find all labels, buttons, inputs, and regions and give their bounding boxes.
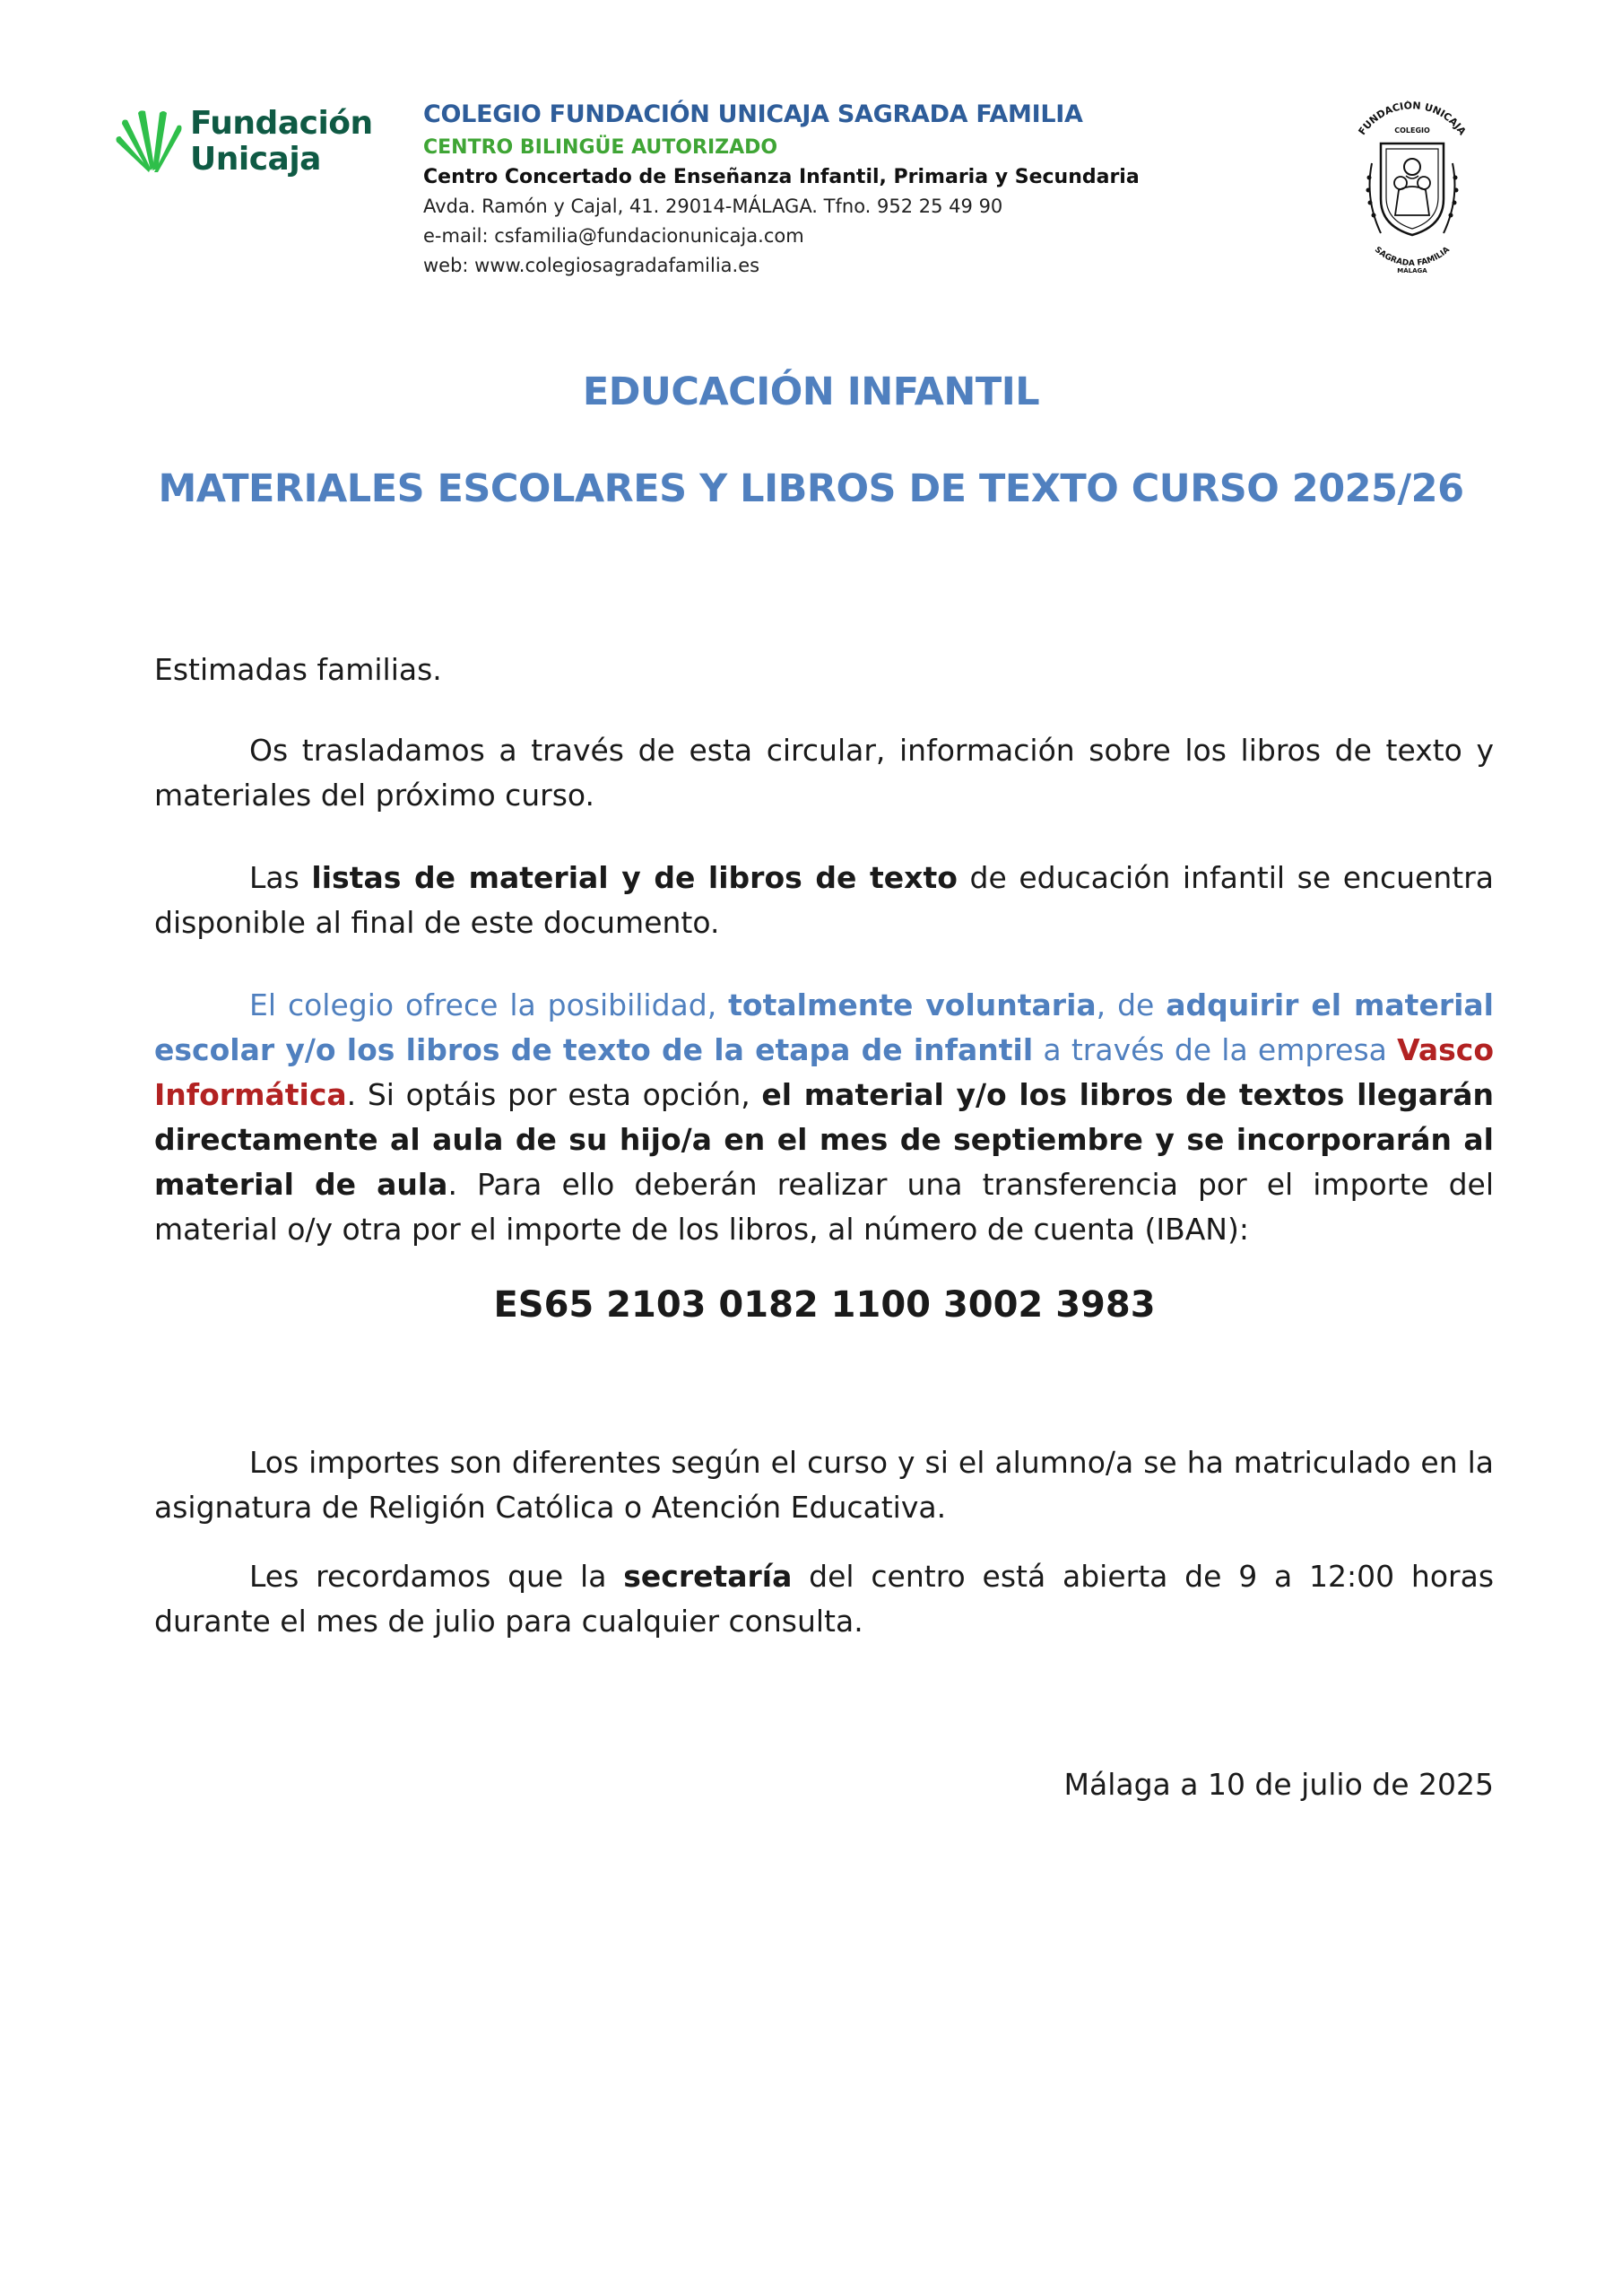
seal-city-text: MÁLAGA: [1397, 267, 1427, 274]
paragraph-lists: [154, 856, 1494, 945]
bilingual-label: CENTRO BILINGÜE AUTORIZADO: [423, 136, 778, 159]
p3-bold-delivery: el material y/o los libros de textos llegarán directamente al aula de su hijo/a en el mes de septiembre y se incorporarán al material de aula: [154, 1077, 1495, 1202]
p3-part-a: El colegio ofrece la posibilidad,: [249, 987, 729, 1022]
p3-part-i: . Para ello deberán realizar una transferencia por el importe del material o/y otra por el importe de los libros, al número de cuenta (IBAN):: [154, 1167, 1494, 1247]
p3-part-e: a través de la empresa: [1033, 1032, 1398, 1067]
paragraph-intro: [154, 728, 1494, 818]
p5-part-a: Les recordamos que la: [249, 1559, 624, 1594]
seal-emblem-icon: [1345, 100, 1479, 280]
logo-wordmark: [190, 106, 373, 178]
paragraph-purchase-text: [154, 983, 1494, 1252]
p3-bold-voluntary: totalmente voluntaria: [728, 987, 1097, 1022]
p2-bold-lists: listas de material y de libros de texto: [311, 860, 958, 895]
school-email: e-mail: csfamilia@fundacionunicaja.com: [423, 225, 804, 247]
school-name: COLEGIO FUNDACIÓN UNICAJA SAGRADA FAMILIA: [423, 100, 1083, 128]
centro-label: Centro Concertado de Enseñanza Infantil, Primaria y Secundaria: [423, 166, 1140, 188]
p3-part-c: , de: [1096, 987, 1167, 1022]
greeting: Estimadas familias.: [154, 652, 442, 687]
svg-text:SAGRADA FAMILIA: [1373, 246, 1452, 268]
paragraph-secretary: [154, 1554, 1494, 1644]
seal-bottom-text: SAGRADA FAMILIA: [1372, 245, 1453, 269]
signoff-date: Málaga a 10 de julio de 2025: [1063, 1767, 1494, 1802]
p5-bold-secretaria: secretaría: [623, 1559, 793, 1594]
school-web: web: www.colegiosagradafamilia.es: [423, 255, 760, 276]
logo-line-2: Unicaja: [190, 141, 321, 178]
iban-number: ES65 2103 0182 1100 3002 3983: [493, 1284, 1156, 1326]
seal-top-text: FUNDACIÓN UNICAJA: [1356, 100, 1469, 138]
fundacion-unicaja-logo: [113, 106, 373, 187]
paragraph-amounts-text: Los importes son diferentes según el curso y si el alumno/a se ha matriculado en la asignatura de Religión Católica o Atención Educativa.: [154, 1445, 1494, 1525]
school-address: Avda. Ramón y Cajal, 41. 29014-MÁLAGA. Tfno. 952 25 49 90: [423, 196, 1003, 217]
paragraph-purchase: [154, 983, 1494, 1252]
paragraph-intro-text: Os trasladamos a través de esta circular, información sobre los libros de texto y materiales del próximo curso.: [154, 733, 1494, 813]
page-title: EDUCACIÓN INFANTIL: [582, 370, 1040, 414]
p3-part-g: . Si optáis por esta opción,: [346, 1077, 762, 1112]
paragraph-amounts: [154, 1440, 1494, 1530]
paragraph-secretary-text: [154, 1554, 1494, 1644]
logo-line-1: Fundación: [190, 105, 373, 142]
paragraph-lists-text: [154, 856, 1494, 945]
fan-logo-icon: [113, 109, 185, 174]
seal-colegio-text: COLEGIO: [1394, 126, 1430, 135]
p3-vasco-informatica: Vasco Informática: [154, 1032, 1494, 1112]
p2-part-c: de educación infantil se encuentra disponible al final de este documento.: [154, 860, 1494, 940]
school-seal: [1345, 100, 1479, 280]
page-subtitle: MATERIALES ESCOLARES Y LIBROS DE TEXTO CURSO 2025/26: [158, 466, 1464, 511]
school-header: [423, 97, 1158, 281]
p3-bold-acquire: adquirir el material escolar y/o los libros de texto de la etapa de infantil: [154, 987, 1494, 1067]
p2-part-a: Las: [249, 860, 312, 895]
p5-part-c: del centro está abierta de 9 a 12:00 horas durante el mes de julio para cualquier consulta.: [154, 1559, 1495, 1639]
